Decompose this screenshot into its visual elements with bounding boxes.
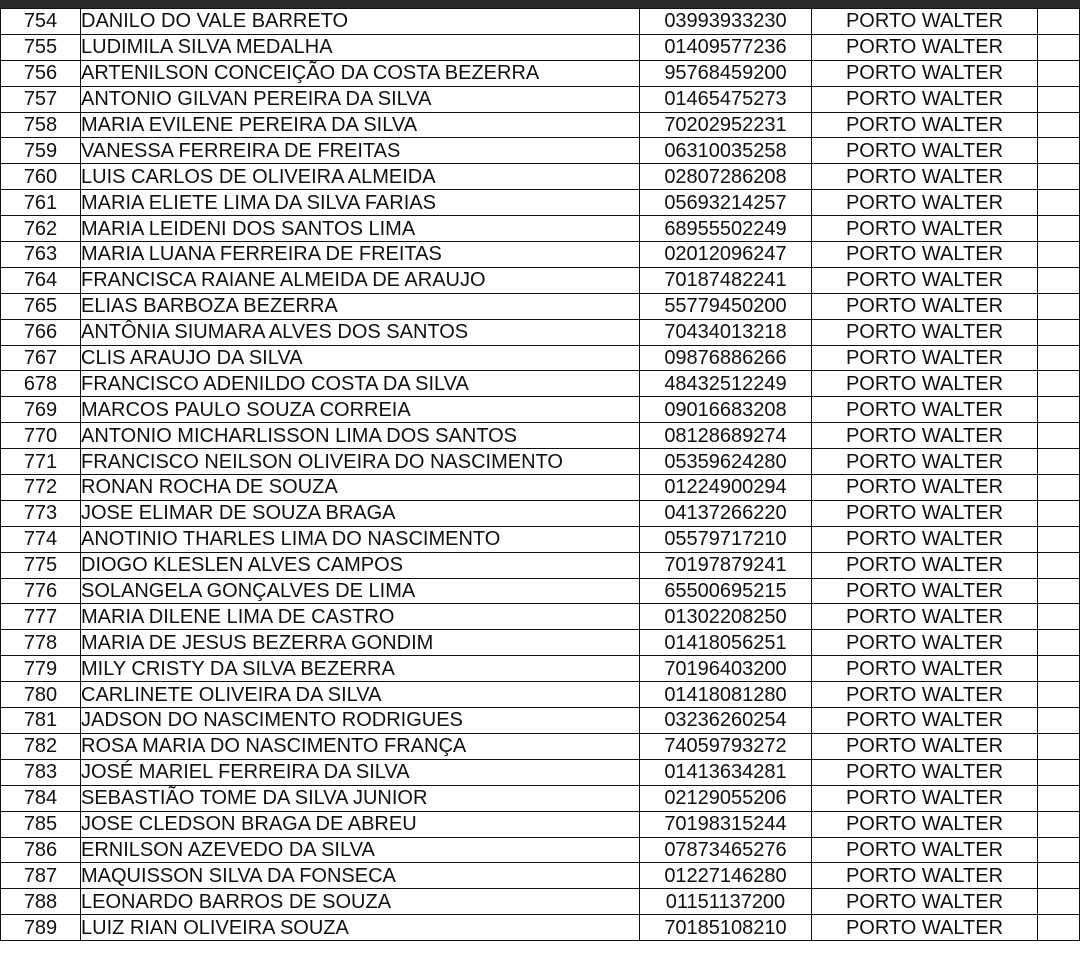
table-row [1,242,1080,268]
city-cell: PORTO WALTER [812,630,1038,656]
city-cell: PORTO WALTER [812,526,1038,552]
empty-edge-cell [1038,759,1080,785]
row-number-cell: 785 [1,811,81,837]
row-number-cell: 772 [1,475,81,501]
table-row [1,733,1080,759]
table-row [1,86,1080,112]
empty-edge-cell [1038,733,1080,759]
row-number-cell: 782 [1,733,81,759]
table-row [1,759,1080,785]
cpf-cell: 70185108210 [640,915,812,941]
city-cell: PORTO WALTER [812,371,1038,397]
city-cell: PORTO WALTER [812,60,1038,86]
city-cell: PORTO WALTER [812,267,1038,293]
city-cell: PORTO WALTER [812,785,1038,811]
city-cell: PORTO WALTER [812,397,1038,423]
cpf-cell: 01418081280 [640,682,812,708]
empty-edge-cell [1038,811,1080,837]
person-name-cell: FRANCISCO NEILSON OLIVEIRA DO NASCIMENTO [81,449,640,475]
empty-edge-cell [1038,138,1080,164]
city-cell: PORTO WALTER [812,863,1038,889]
cpf-cell: 48432512249 [640,371,812,397]
city-cell: PORTO WALTER [812,604,1038,630]
row-number-cell: 774 [1,526,81,552]
empty-edge-cell [1038,708,1080,734]
row-number-cell: 760 [1,164,81,190]
person-name-cell: ANTÔNIA SIUMARA ALVES DOS SANTOS [81,319,640,345]
person-name-cell: DANILO DO VALE BARRETO [81,9,640,35]
empty-edge-cell [1038,552,1080,578]
city-cell: PORTO WALTER [812,811,1038,837]
row-number-cell: 765 [1,293,81,319]
empty-edge-cell [1038,785,1080,811]
row-number-cell: 759 [1,138,81,164]
cpf-cell: 07873465276 [640,837,812,863]
cpf-cell: 01465475273 [640,86,812,112]
empty-edge-cell [1038,630,1080,656]
person-name-cell: JOSE ELIMAR DE SOUZA BRAGA [81,500,640,526]
person-name-cell: ANTONIO MICHARLISSON LIMA DOS SANTOS [81,423,640,449]
person-name-cell: FRANCISCA RAIANE ALMEIDA DE ARAUJO [81,267,640,293]
row-number-cell: 779 [1,656,81,682]
table-row [1,190,1080,216]
table-row [1,267,1080,293]
empty-edge-cell [1038,837,1080,863]
table-row [1,112,1080,138]
city-cell: PORTO WALTER [812,345,1038,371]
row-number-cell: 780 [1,682,81,708]
cpf-cell: 01302208250 [640,604,812,630]
cpf-cell: 68955502249 [640,216,812,242]
cpf-cell: 70434013218 [640,319,812,345]
person-name-cell: FRANCISCO ADENILDO COSTA DA SILVA [81,371,640,397]
empty-edge-cell [1038,656,1080,682]
city-cell: PORTO WALTER [812,216,1038,242]
row-number-cell: 767 [1,345,81,371]
table-row [1,552,1080,578]
city-cell: PORTO WALTER [812,112,1038,138]
empty-edge-cell [1038,449,1080,475]
empty-edge-cell [1038,190,1080,216]
city-cell: PORTO WALTER [812,9,1038,35]
row-number-cell: 757 [1,86,81,112]
roster-table [0,8,1080,941]
empty-edge-cell [1038,319,1080,345]
row-number-cell: 761 [1,190,81,216]
table-row [1,578,1080,604]
empty-edge-cell [1038,293,1080,319]
table-row [1,475,1080,501]
table-row [1,500,1080,526]
person-name-cell: MARIA LUANA FERREIRA DE FREITAS [81,242,640,268]
cpf-cell: 01418056251 [640,630,812,656]
cpf-cell: 03236260254 [640,708,812,734]
row-number-cell: 784 [1,785,81,811]
person-name-cell: MARIA ELIETE LIMA DA SILVA FARIAS [81,190,640,216]
person-name-cell: JADSON DO NASCIMENTO RODRIGUES [81,708,640,734]
person-name-cell: ELIAS BARBOZA BEZERRA [81,293,640,319]
person-name-cell: ERNILSON AZEVEDO DA SILVA [81,837,640,863]
cpf-cell: 05693214257 [640,190,812,216]
cpf-cell: 70202952231 [640,112,812,138]
table-row [1,397,1080,423]
empty-edge-cell [1038,475,1080,501]
table-row [1,293,1080,319]
cpf-cell: 09876886266 [640,345,812,371]
row-number-cell: 771 [1,449,81,475]
table-row [1,9,1080,35]
person-name-cell: LUIS CARLOS DE OLIVEIRA ALMEIDA [81,164,640,190]
row-number-cell: 754 [1,9,81,35]
cpf-cell: 02807286208 [640,164,812,190]
table-row [1,785,1080,811]
row-number-cell: 786 [1,837,81,863]
row-number-cell: 766 [1,319,81,345]
table-row [1,915,1080,941]
person-name-cell: SOLANGELA GONÇALVES DE LIMA [81,578,640,604]
city-cell: PORTO WALTER [812,500,1038,526]
city-cell: PORTO WALTER [812,733,1038,759]
table-row [1,863,1080,889]
table-row [1,708,1080,734]
table-row [1,216,1080,242]
empty-edge-cell [1038,34,1080,60]
row-number-cell: 758 [1,112,81,138]
table-row [1,164,1080,190]
cpf-cell: 03993933230 [640,9,812,35]
person-name-cell: SEBASTIÃO TOME DA SILVA JUNIOR [81,785,640,811]
person-name-cell: MARCOS PAULO SOUZA CORREIA [81,397,640,423]
city-cell: PORTO WALTER [812,34,1038,60]
person-name-cell: VANESSA FERREIRA DE FREITAS [81,138,640,164]
table-row [1,630,1080,656]
cpf-cell: 65500695215 [640,578,812,604]
city-cell: PORTO WALTER [812,319,1038,345]
table-row [1,138,1080,164]
table-row [1,837,1080,863]
row-number-cell: 762 [1,216,81,242]
cpf-cell: 55779450200 [640,293,812,319]
city-cell: PORTO WALTER [812,915,1038,941]
cpf-cell: 01151137200 [640,889,812,915]
cpf-cell: 09016683208 [640,397,812,423]
cpf-cell: 01227146280 [640,863,812,889]
row-number-cell: 764 [1,267,81,293]
city-cell: PORTO WALTER [812,837,1038,863]
table-row [1,345,1080,371]
empty-edge-cell [1038,682,1080,708]
table-row [1,319,1080,345]
table-row [1,811,1080,837]
empty-edge-cell [1038,60,1080,86]
empty-edge-cell [1038,164,1080,190]
person-name-cell: DIOGO KLESLEN ALVES CAMPOS [81,552,640,578]
cpf-cell: 70196403200 [640,656,812,682]
cpf-cell: 95768459200 [640,60,812,86]
cpf-cell: 05359624280 [640,449,812,475]
city-cell: PORTO WALTER [812,449,1038,475]
row-number-cell: 769 [1,397,81,423]
person-name-cell: MARIA DILENE LIMA DE CASTRO [81,604,640,630]
row-number-cell: 756 [1,60,81,86]
person-name-cell: RONAN ROCHA DE SOUZA [81,475,640,501]
person-name-cell: LUDIMILA SILVA MEDALHA [81,34,640,60]
table-row [1,423,1080,449]
row-number-cell: 763 [1,242,81,268]
city-cell: PORTO WALTER [812,164,1038,190]
person-name-cell: MARIA DE JESUS BEZERRA GONDIM [81,630,640,656]
cpf-cell: 01224900294 [640,475,812,501]
person-name-cell: MARIA LEIDENI DOS SANTOS LIMA [81,216,640,242]
table-row [1,449,1080,475]
row-number-cell: 770 [1,423,81,449]
cpf-cell: 02129055206 [640,785,812,811]
row-number-cell: 775 [1,552,81,578]
roster-table-body [1,9,1080,941]
table-row [1,656,1080,682]
empty-edge-cell [1038,86,1080,112]
table-row [1,34,1080,60]
city-cell: PORTO WALTER [812,889,1038,915]
city-cell: PORTO WALTER [812,682,1038,708]
city-cell: PORTO WALTER [812,708,1038,734]
row-number-cell: 776 [1,578,81,604]
empty-edge-cell [1038,216,1080,242]
cpf-cell: 70198315244 [640,811,812,837]
person-name-cell: JOSÉ MARIEL FERREIRA DA SILVA [81,759,640,785]
row-number-cell: 787 [1,863,81,889]
table-row [1,682,1080,708]
cpf-cell: 70187482241 [640,267,812,293]
row-number-cell: 678 [1,371,81,397]
person-name-cell: ROSA MARIA DO NASCIMENTO FRANÇA [81,733,640,759]
person-name-cell: ARTENILSON CONCEIÇÃO DA COSTA BEZERRA [81,60,640,86]
empty-edge-cell [1038,9,1080,35]
empty-edge-cell [1038,863,1080,889]
empty-edge-cell [1038,371,1080,397]
cpf-cell: 01409577236 [640,34,812,60]
person-name-cell: LUIZ RIAN OLIVEIRA SOUZA [81,915,640,941]
person-name-cell: MILY CRISTY DA SILVA BEZERRA [81,656,640,682]
row-number-cell: 755 [1,34,81,60]
empty-edge-cell [1038,242,1080,268]
person-name-cell: LEONARDO BARROS DE SOUZA [81,889,640,915]
person-name-cell: ANTONIO GILVAN PEREIRA DA SILVA [81,86,640,112]
cpf-cell: 08128689274 [640,423,812,449]
empty-edge-cell [1038,604,1080,630]
empty-edge-cell [1038,423,1080,449]
cpf-cell: 06310035258 [640,138,812,164]
cpf-cell: 02012096247 [640,242,812,268]
city-cell: PORTO WALTER [812,242,1038,268]
city-cell: PORTO WALTER [812,423,1038,449]
cpf-cell: 04137266220 [640,500,812,526]
empty-edge-cell [1038,397,1080,423]
table-row [1,889,1080,915]
empty-edge-cell [1038,915,1080,941]
city-cell: PORTO WALTER [812,86,1038,112]
empty-edge-cell [1038,267,1080,293]
city-cell: PORTO WALTER [812,190,1038,216]
person-name-cell: MAQUISSON SILVA DA FONSECA [81,863,640,889]
person-name-cell: ANOTINIO THARLES LIMA DO NASCIMENTO [81,526,640,552]
row-number-cell: 777 [1,604,81,630]
cpf-cell: 05579717210 [640,526,812,552]
city-cell: PORTO WALTER [812,759,1038,785]
cpf-cell: 74059793272 [640,733,812,759]
empty-edge-cell [1038,500,1080,526]
city-cell: PORTO WALTER [812,552,1038,578]
city-cell: PORTO WALTER [812,293,1038,319]
city-cell: PORTO WALTER [812,656,1038,682]
empty-edge-cell [1038,526,1080,552]
person-name-cell: CARLINETE OLIVEIRA DA SILVA [81,682,640,708]
cpf-cell: 01413634281 [640,759,812,785]
empty-edge-cell [1038,889,1080,915]
table-row [1,60,1080,86]
row-number-cell: 773 [1,500,81,526]
person-name-cell: MARIA EVILENE PEREIRA DA SILVA [81,112,640,138]
row-number-cell: 789 [1,915,81,941]
city-cell: PORTO WALTER [812,138,1038,164]
row-number-cell: 781 [1,708,81,734]
cpf-cell: 70197879241 [640,552,812,578]
row-number-cell: 788 [1,889,81,915]
table-row [1,526,1080,552]
city-cell: PORTO WALTER [812,475,1038,501]
empty-edge-cell [1038,112,1080,138]
city-cell: PORTO WALTER [812,578,1038,604]
person-name-cell: CLIS ARAUJO DA SILVA [81,345,640,371]
person-name-cell: JOSE CLEDSON BRAGA DE ABREU [81,811,640,837]
row-number-cell: 778 [1,630,81,656]
table-row [1,604,1080,630]
empty-edge-cell [1038,345,1080,371]
empty-edge-cell [1038,578,1080,604]
row-number-cell: 783 [1,759,81,785]
table-row [1,371,1080,397]
top-edge-bar [0,0,1080,8]
